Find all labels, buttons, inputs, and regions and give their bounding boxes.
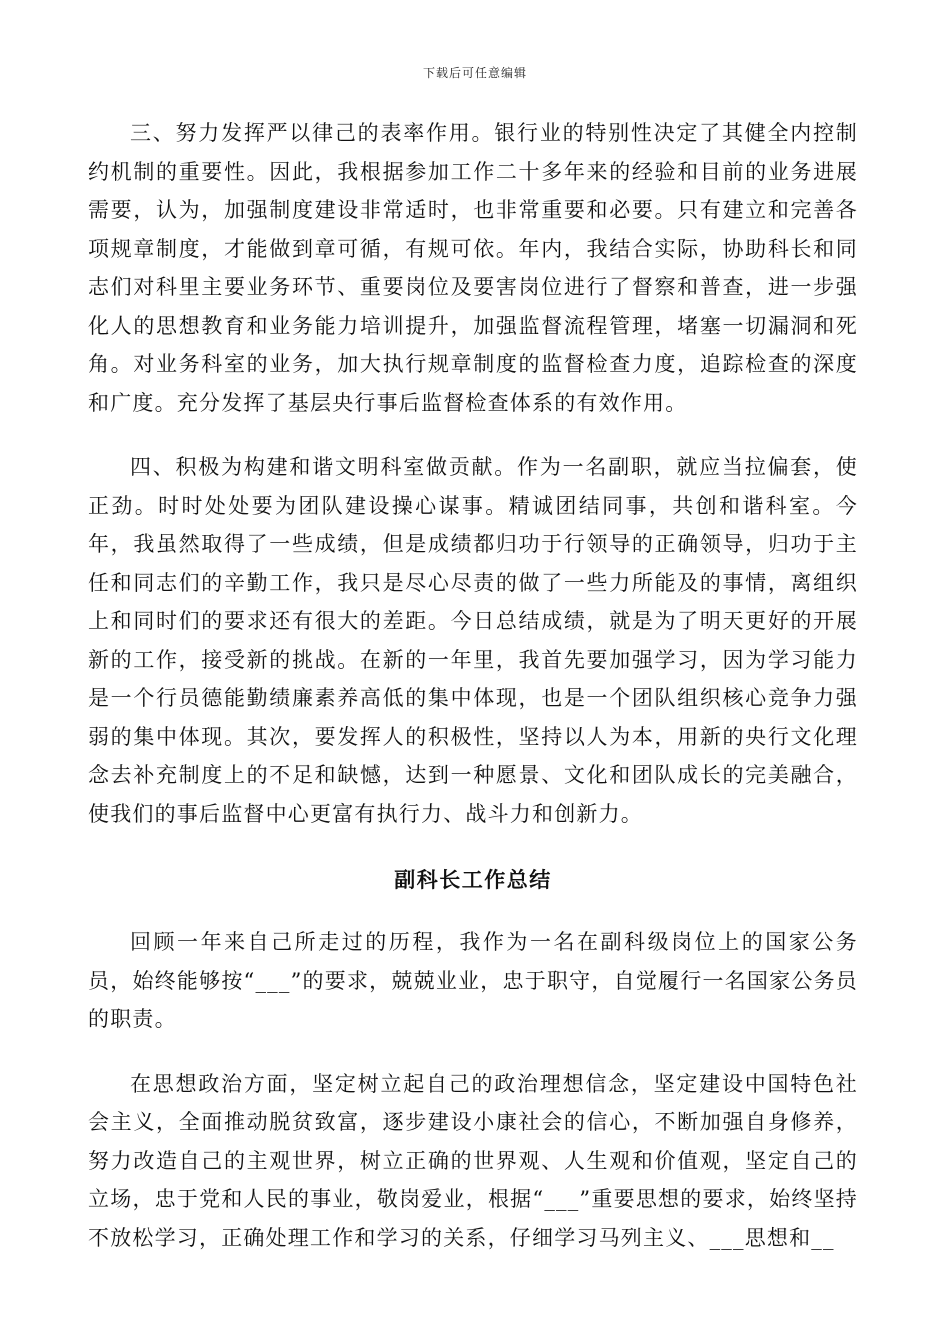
paragraph-section-three: 三、努力发挥严以律己的表率作用。银行业的特别性决定了其健全内控制约机制的重要性。因此，我根据参加工作二十多年来的经验和目前的业务进展需要，认为，加强制度建设非常适时，也非常重要和必要。只有建立和完善各项规章制度，才能做到章可循，有规可依。年内，我结合实际，协助科长和同志们对科里主要业务环节、重要岗位及要害岗位进行了督察和普查，进一步强化人的思想教育和业务能力培训提升，加强监督流程管理，堵塞一切漏洞和死角。对业务科室的业务，加大执行规章制度的监督检查力度，追踪检查的深度和广度。充分发挥了基层央行事后监督检查体系的有效作用。 bbox=[88, 121, 858, 415]
section-title: 副科长工作总结 bbox=[394, 867, 552, 892]
paragraph-review: 回顾一年来自己所走过的历程，我作为一名在副科级岗位上的国家公务员，始终能够按“___”的要求，兢兢业业，忠于职守，自觉履行一名国家公务员的职责。 bbox=[88, 930, 858, 1031]
paragraph-section-four: 四、积极为构建和谐文明科室做贡献。作为一名副职，就应当拉偏套，使正劲。时时处处要为团队建设操心谋事。精诚团结同事，共创和谐科室。今年，我虽然取得了一些成绩，但是成绩都归功于行领导的正确领导，归功于主任和同志们的辛勤工作，我只是尽心尽责的做了一些力所能及的事情，离组织上和同时们的要求还有很大的差距。今日总结成绩，就是为了明天更好的开展新的工作，接受新的挑战。在新的一年里，我首先要加强学习，因为学习能力是一个行员德能勤绩廉素养高低的集中体现，也是一个团队组织核心竞争力强弱的集中体现。其次，要发挥人的积极性，坚持以人为本，用新的央行文化理念去补充制度上的不足和缺憾，达到一种愿景、文化和团队成长的完美融合，使我们的事后监督中心更富有执行力、战斗力和创新力。 bbox=[88, 455, 858, 826]
document-body bbox=[88, 114, 858, 1257]
header-note: 下载后可任意编辑 bbox=[422, 66, 527, 80]
paragraph-political-thought: 在思想政治方面，坚定树立起自己的政治理想信念，坚定建设中国特色社会主义，全面推动脱贫致富，逐步建设小康社会的信心，不断加强自身修养，努力改造自己的主观世界，树立正确的世界观、人生观和价值观，坚定自己的立场，忠于党和人民的事业，敬岗爱业，根据“___”重要思想的要求，始终坚持不放松学习，正确处理工作和学习的关系，仔细学习马列主义、___思想和__ bbox=[88, 1071, 858, 1250]
